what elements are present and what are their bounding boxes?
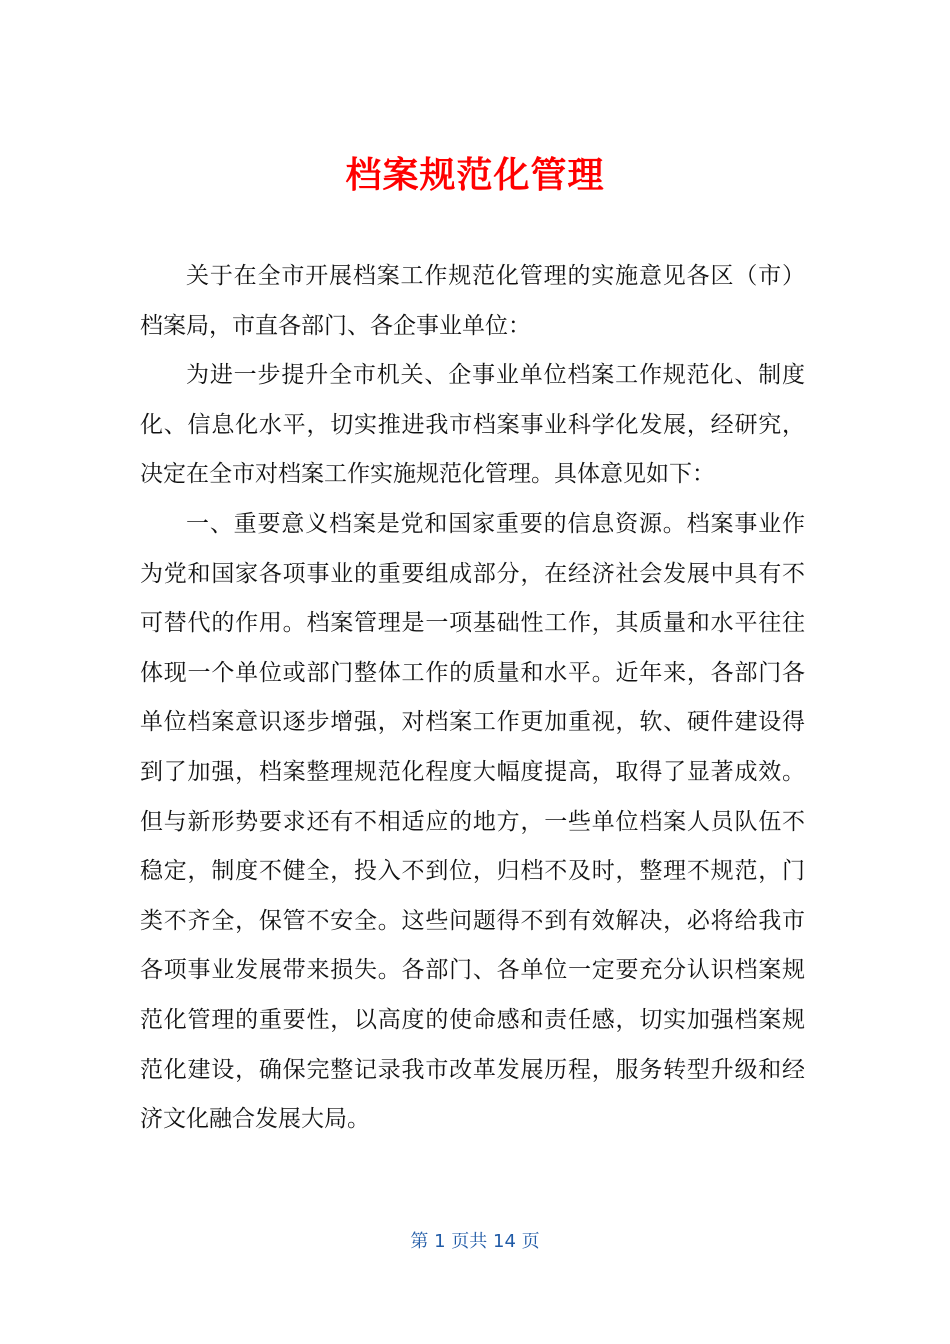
paragraph-intro: 关于在全市开展档案工作规范化管理的实施意见各区（市）档案局，市直各部门、各企事业单位： (140, 263, 805, 339)
paragraph-significance: 一、重要意义档案是党和国家重要的信息资源。档案事业作为党和国家各项事业的重要组成部分，在经济社会发展中具有不可替代的作用。档案管理是一项基础性工作，其质量和水平往往体现一个单位或部门整体工作的质量和水平。近年来，各部门各单位档案意识逐步增强，对档案工作更加重视，软、硬件建设得到了加强，档案整理规范化程度大幅度提高，取得了显著成效。但与新形势要求还有不相适应的地方，一些单位档案人员队伍不稳定，制度不健全，投入不到位，归档不及时，整理不规范，门类不齐全，保管不安全。这些问题得不到有效解决，必将给我市各项事业发展带来损失。各部门、各单位一定要充分认识档案规范化管理的重要性，以高度的使命感和责任感，切实加强档案规范化建设，确保完整记录我市改革发展历程，服务转型升级和经济文化融合发展大局。 (140, 510, 805, 1133)
paragraph-purpose: 为进一步提升全市机关、企事业单位档案工作规范化、制度化、信息化水平，切实推进我市档案事业科学化发展，经研究，决定在全市对档案工作实施规范化管理。具体意见如下： (140, 362, 805, 488)
document-body (140, 252, 805, 1145)
page-title: 档案规范化管理 (345, 155, 605, 197)
page-number-footer: 第 1 页共 14 页 (410, 1231, 540, 1252)
